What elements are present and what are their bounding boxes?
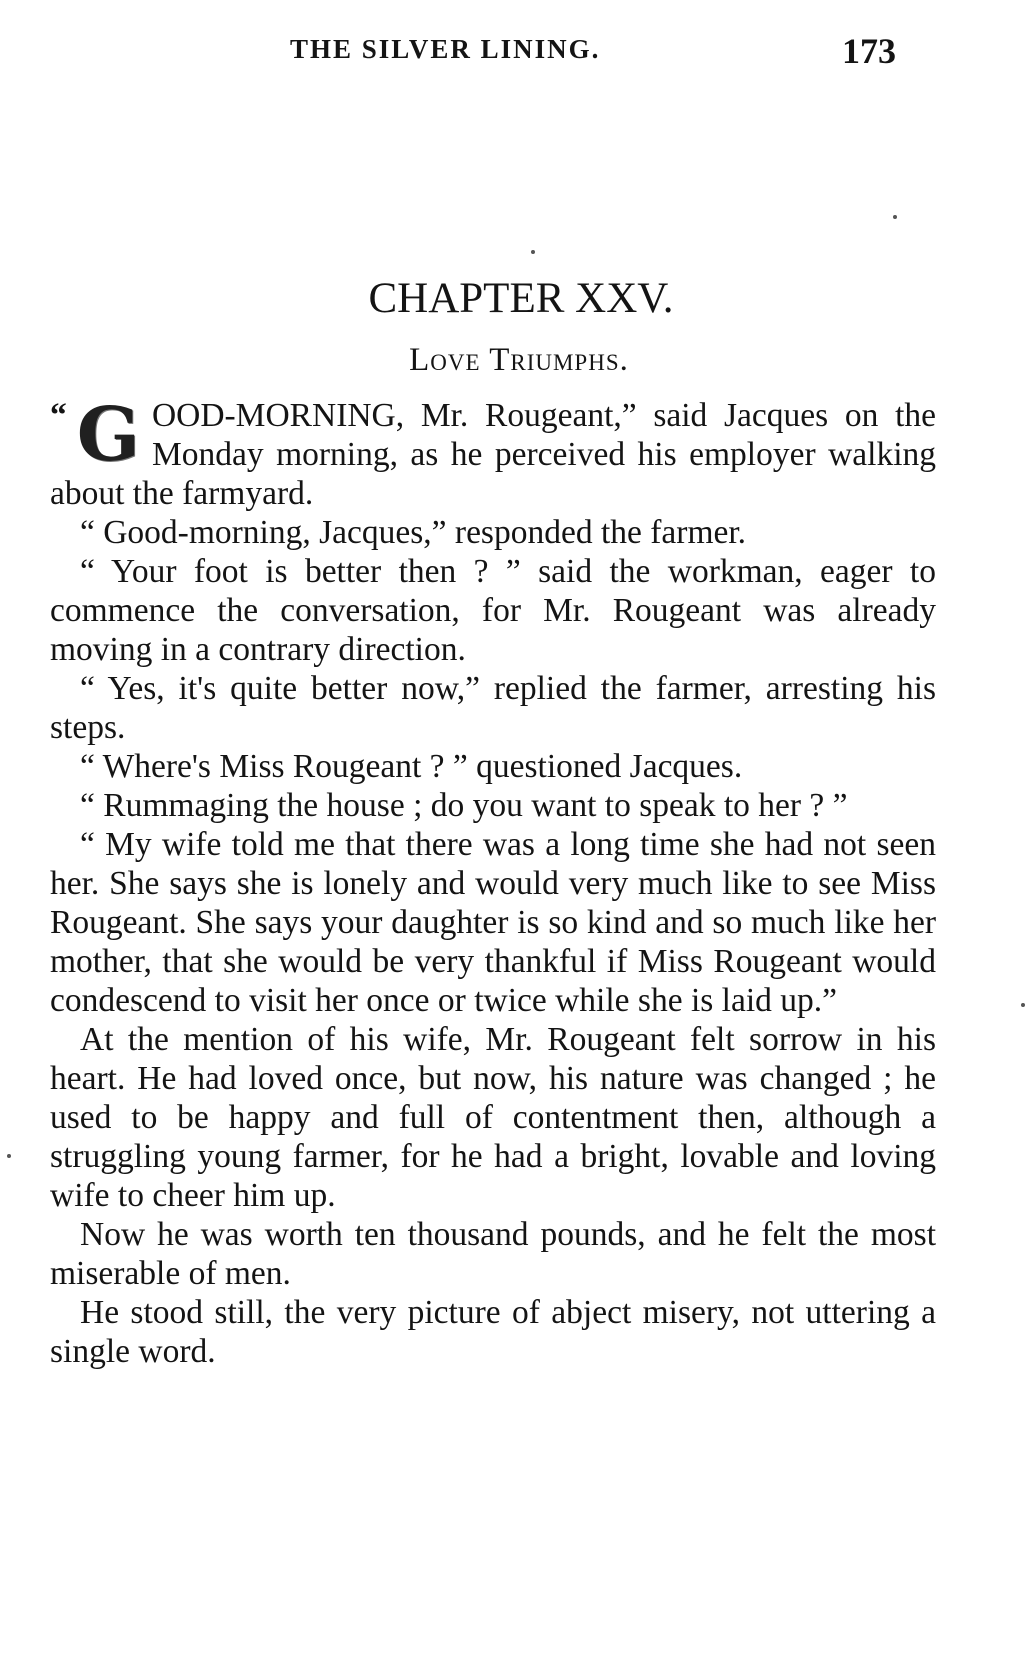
- print-speck: [7, 1154, 11, 1158]
- print-speck: [531, 250, 535, 254]
- running-head: THE SILVER LINING.: [290, 34, 601, 64]
- paragraph: “ Rummaging the house ; do you want to speak to her ? ”: [80, 787, 848, 824]
- paragraph: “ Your foot is better then ? ” said the workman, eager to commence the conversation, for Mr. Rougeant was already moving in a contrary direction.: [50, 553, 936, 668]
- opening-text: OOD-MORNING, Mr. Rougeant,” said Jacques on the Monday morning, as he perceived his employer walking about the farmyard.: [50, 397, 936, 512]
- paragraph: “ Where's Miss Rougeant ? ” questioned Jacques.: [80, 748, 743, 785]
- paragraph: He stood still, the very picture of abject misery, not uttering a single word.: [50, 1294, 936, 1370]
- paragraph: “ Good-morning, Jacques,” responded the farmer.: [80, 514, 747, 551]
- page-number: 173: [842, 31, 896, 71]
- ornamental-drop-cap: G: [76, 392, 140, 478]
- chapter-title: CHAPTER XXV.: [368, 275, 674, 322]
- paragraph: “ Yes, it's quite better now,” replied the farmer, arresting his steps.: [50, 670, 936, 746]
- paragraph: “ My wife told me that there was a long time she had not seen her. She says she is lonely and would very much like to see Miss Rougeant. She says your daughter is so kind and so much like her mother, that she would be very thankful if Miss Rougeant would condescend to visit her once or twice while she is laid up.”: [50, 826, 936, 1019]
- paragraph: At the mention of his wife, Mr. Rougeant felt sorrow in his heart. He had loved once, but now, his nature was changed ; he used to be happy and full of contentment then, although a struggling young farmer, for he had a bright, lovable and loving wife to cheer him up.: [50, 1021, 936, 1214]
- paragraph: Now he was worth ten thousand pounds, and he felt the most miserable of men.: [50, 1216, 936, 1292]
- print-speck: [893, 215, 897, 219]
- print-speck: [1021, 1003, 1025, 1007]
- chapter-body: [50, 392, 936, 1371]
- chapter-subtitle: Love Triumphs.: [409, 342, 629, 378]
- opening-quote-mark: “: [50, 397, 67, 434]
- opening-paragraph: [50, 392, 936, 513]
